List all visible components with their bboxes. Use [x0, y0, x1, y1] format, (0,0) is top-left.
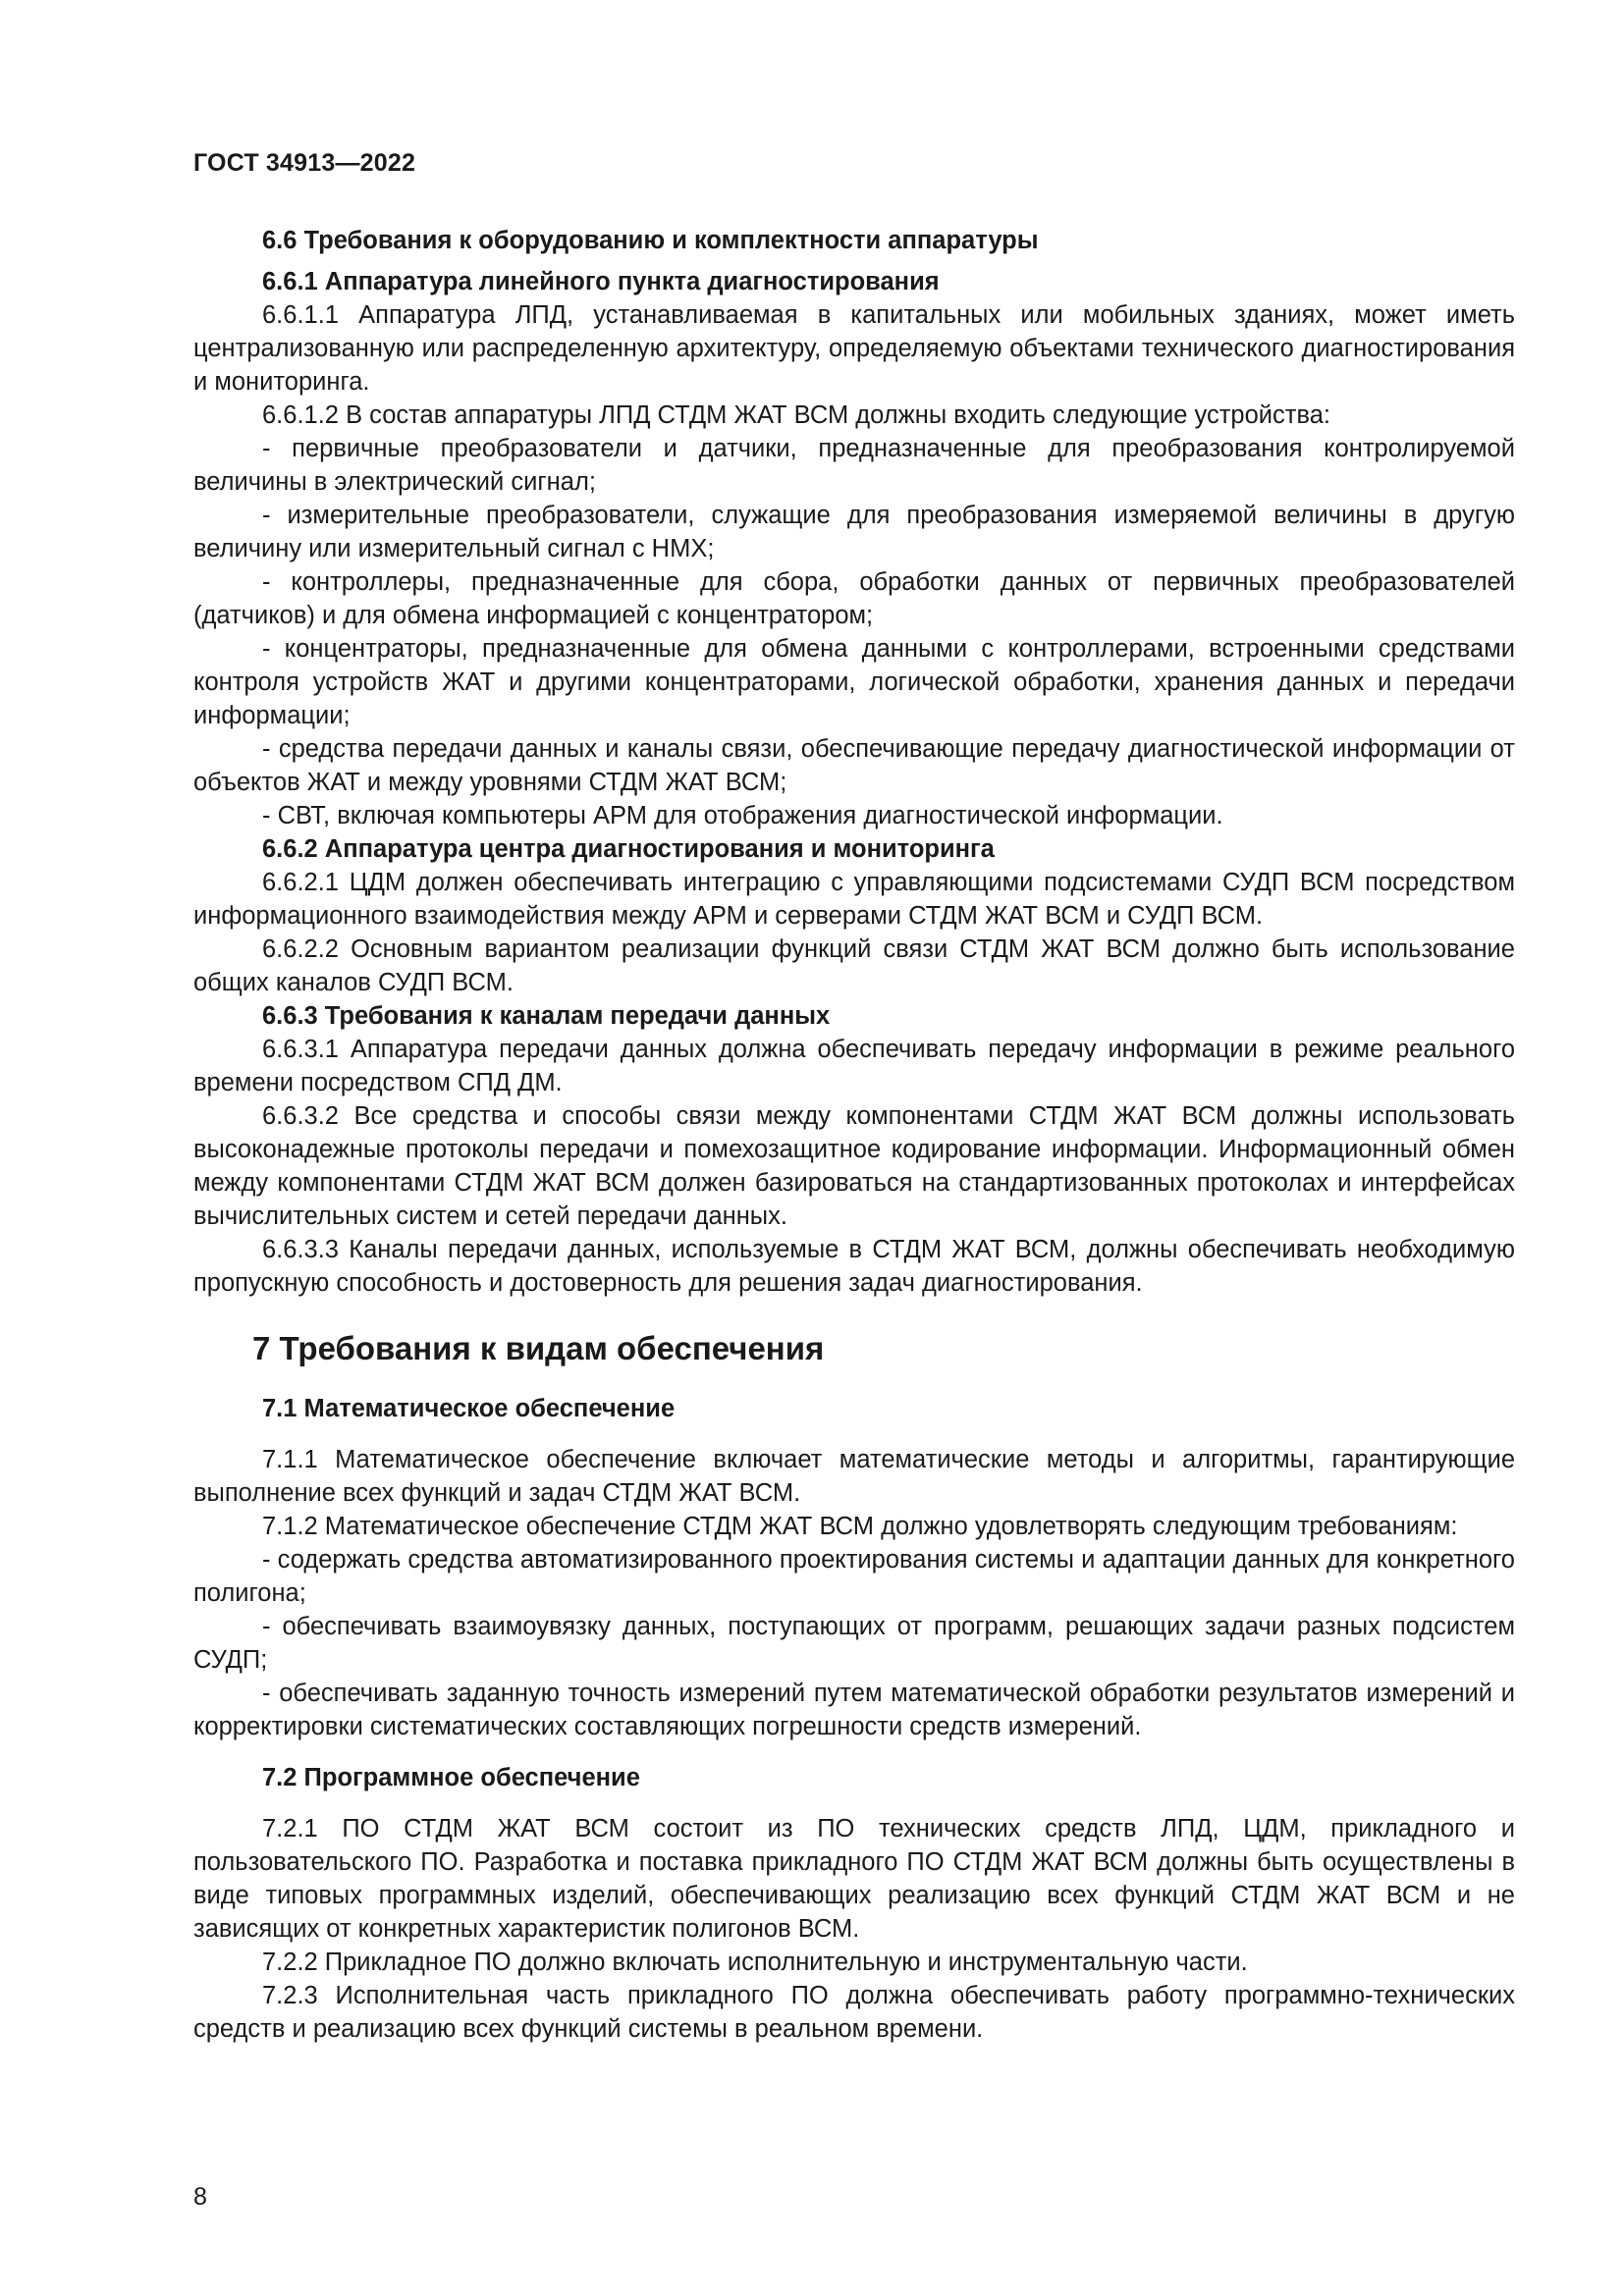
list-item: - СВТ, включая компьютеры АРМ для отображения диагностической информации. — [262, 802, 1223, 829]
section-7-2-title: 7.2 Программное обеспечение — [262, 1764, 640, 1791]
paragraph-6-6-3-1: 6.6.3.1 Аппаратура передачи данных должна обеспечивать передачу информации в режиме реального времени посредством СПД ДМ. — [193, 1036, 1515, 1096]
section-7-1-title: 7.1 Математическое обеспечение — [262, 1395, 676, 1422]
page-number: 8 — [193, 2183, 207, 2211]
list-item: - измерительные преобразователи, служащие для преобразования измеряемой величины в другую величину или измерительный сигнал с НМХ; — [193, 502, 1515, 562]
paragraph-7-2-1: 7.2.1 ПО СТДМ ЖАТ ВСМ состоит из ПО технических средств ЛПД, ЦДМ, прикладного и пользовательского ПО. Разработка и поставка прикладного ПО СТДМ ЖАТ ВСМ должны быть осуществлены в виде типовых программных изделий, обеспечивающих реализацию всех функций СТДМ ЖАТ ВСМ и не зависящих от конкретных характеристик полигонов ВСМ. — [193, 1815, 1515, 1943]
paragraph-6-6-1-1: 6.6.1.1 Аппаратура ЛПД, устанавливаемая в капитальных или мобильных зданиях, может иметь централизованную или распределенную архитектуру, определяемую объектами технического диагностирования и мониторинга. — [193, 301, 1515, 396]
list-item: - концентраторы, предназначенные для обмена данными с контроллерами, встроенными средствами контроля устройств ЖАТ и другими концентраторами, логической обработки, хранения данных и передачи информации; — [193, 635, 1515, 729]
list-item: - обеспечивать взаимоувязку данных, поступающих от программ, решающих задачи разных подсистем СУДП; — [193, 1613, 1515, 1674]
paragraph-7-1-2: 7.1.2 Математическое обеспечение СТДМ ЖАТ ВСМ должно удовлетворять следующим требованиям: — [262, 1513, 1458, 1540]
paragraph-7-2-2: 7.2.2 Прикладное ПО должно включать исполнительную и инструментальную части. — [262, 1949, 1248, 1976]
paragraph-7-2-3: 7.2.3 Исполнительная часть прикладного ПО должна обеспечивать работу программно-технических средств и реализацию всех функций системы в реальном времени. — [193, 1982, 1515, 2043]
section-6-6-title: 6.6 Требования к оборудованию и комплектности аппаратуры — [262, 227, 1039, 254]
section-6-6-2-title: 6.6.2 Аппаратура центра диагностирования и мониторинга — [262, 835, 995, 863]
page-body — [193, 224, 1515, 2046]
document-code-header: ГОСТ 34913—2022 — [193, 149, 416, 177]
paragraph-6-6-2-2: 6.6.2.2 Основным вариантом реализации функций связи СТДМ ЖАТ ВСМ должно быть использование общих каналов СУДП ВСМ. — [193, 935, 1515, 996]
list-item: - содержать средства автоматизированного проектирования системы и адаптации данных для конкретного полигона; — [193, 1546, 1515, 1607]
paragraph-6-6-2-1: 6.6.2.1 ЦДМ должен обеспечивать интеграцию с управляющими подсистемами СУДП ВСМ посредством информационного взаимодействия между АРМ и серверами СТДМ ЖАТ ВСМ и СУДП ВСМ. — [193, 869, 1515, 930]
list-item: - обеспечивать заданную точность измерений путем математической обработки результатов измерений и корректировки систематических составляющих погрешности средств измерений. — [193, 1680, 1515, 1740]
section-6-6-1-title: 6.6.1 Аппаратура линейного пункта диагностирования — [262, 268, 940, 295]
list-item: - первичные преобразователи и датчики, предназначенные для преобразования контролируемой величины в электрический сигнал; — [193, 435, 1515, 496]
section-7-title: 7 Требования к видам обеспечения — [252, 1330, 825, 1366]
paragraph-6-6-3-3: 6.6.3.3 Каналы передачи данных, используемые в СТДМ ЖАТ ВСМ, должны обеспечивать необходимую пропускную способность и достоверность для решения задач диагностирования. — [193, 1236, 1515, 1297]
paragraph-6-6-1-2: 6.6.1.2 В состав аппаратуры ЛПД СТДМ ЖАТ ВСМ должны входить следующие устройства: — [262, 401, 1330, 429]
paragraph-6-6-3-2: 6.6.3.2 Все средства и способы связи между компонентами СТДМ ЖАТ ВСМ должны использовать высоконадежные протоколы передачи и помехозащитное кодирование информации. Информационный обмен между компонентами СТДМ ЖАТ ВСМ должен базироваться на стандартизованных протоколах и интерфейсах вычислительных систем и сетей передачи данных. — [193, 1102, 1515, 1230]
paragraph-7-1-1: 7.1.1 Математическое обеспечение включает математические методы и алгоритмы, гарантирующие выполнение всех функций и задач СТДМ ЖАТ ВСМ. — [193, 1446, 1515, 1507]
section-6-6-3-title: 6.6.3 Требования к каналам передачи данных — [262, 1002, 831, 1030]
list-item: - контроллеры, предназначенные для сбора, обработки данных от первичных преобразователей (датчиков) и для обмена информацией с концентратором; — [193, 568, 1515, 629]
list-item: - средства передачи данных и каналы связи, обеспечивающие передачу диагностической информации от объектов ЖАТ и между уровнями СТДМ ЖАТ ВСМ; — [193, 735, 1515, 796]
